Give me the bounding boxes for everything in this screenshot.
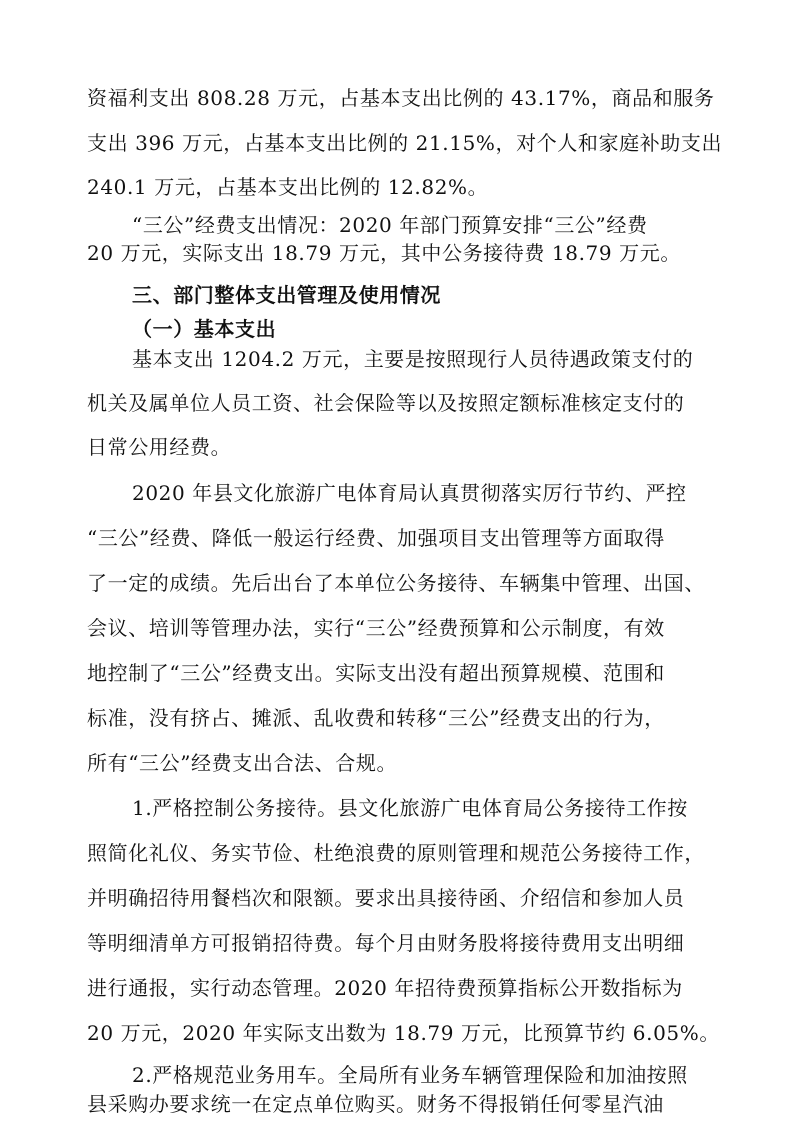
- body-text-line: 机关及属单位人员工资、社会保险等以及按照定额标准核定支付的: [87, 391, 685, 415]
- body-text-line: 标准，没有挤占、摊派、乱收费和转移“三公”经费支出的行为，: [87, 706, 665, 730]
- body-text-line: 所有“三公”经费支出合法、合规。: [87, 751, 398, 775]
- body-text-line: 2.严格规范业务用车。全局所有业务车辆管理保险和加油按照: [132, 1063, 688, 1087]
- body-text-line: 20 万元，实际支出 18.79 万元，其中公务接待费 18.79 万元。: [87, 241, 681, 265]
- body-text-line: 会议、培训等管理办法，实行“三公”经费预算和公示制度，有效: [87, 616, 665, 640]
- subsection-heading: （一）基本支出: [132, 317, 277, 341]
- body-text-line: 20 万元，2020 年实际支出数为 18.79 万元，比预算节约 6.05%。: [87, 1021, 720, 1045]
- body-text-line: 日常公用经费。: [87, 435, 232, 459]
- body-text-line: 并明确招待用餐档次和限额。要求出具接待函、介绍信和参加人员: [87, 886, 685, 910]
- body-text-line: 基本支出 1204.2 万元，主要是按照现行人员待遇政策支付的: [132, 347, 694, 371]
- body-text-line: 1.严格控制公务接待。县文化旅游广电体育局公务接待工作按: [132, 796, 688, 820]
- section-heading: 三、部门整体支出管理及使用情况: [132, 283, 441, 307]
- body-text-line: 县采购办要求统一在定点单位购买。财务不得报销任何零星汽油: [87, 1092, 664, 1116]
- body-text-line: “三公”经费支出情况：2020 年部门预算安排“三公”经费: [132, 213, 648, 237]
- body-text-line: 地控制了“三公”经费支出。实际支出没有超出预算规模、范围和: [87, 661, 665, 685]
- body-text-line: 支出 396 万元，占基本支出比例的 21.15%，对个人和家庭补助支出: [87, 131, 723, 155]
- body-text-line: 照简化礼仪、务实节俭、杜绝浪费的原则管理和规范公务接待工作，: [87, 841, 705, 865]
- body-text-line: “三公”经费、降低一般运行经费、加强项目支出管理等方面取得: [87, 526, 665, 550]
- body-text-line: 资福利支出 808.28 万元，占基本支出比例的 43.17%，商品和服务: [87, 86, 715, 110]
- body-text-line: 2020 年县文化旅游广电体育局认真贯彻落实厉行节约、严控: [132, 481, 687, 505]
- body-text-line: 了一定的成绩。先后出台了本单位公务接待、车辆集中管理、出国、: [87, 571, 705, 595]
- body-text-line: 进行通报，实行动态管理。2020 年招待费预算指标公开数指标为: [87, 976, 683, 1000]
- body-text-line: 240.1 万元，占基本支出比例的 12.82%。: [87, 175, 489, 199]
- body-text-line: 等明细清单方可报销招待费。每个月由财务股将接待费用支出明细: [87, 931, 685, 955]
